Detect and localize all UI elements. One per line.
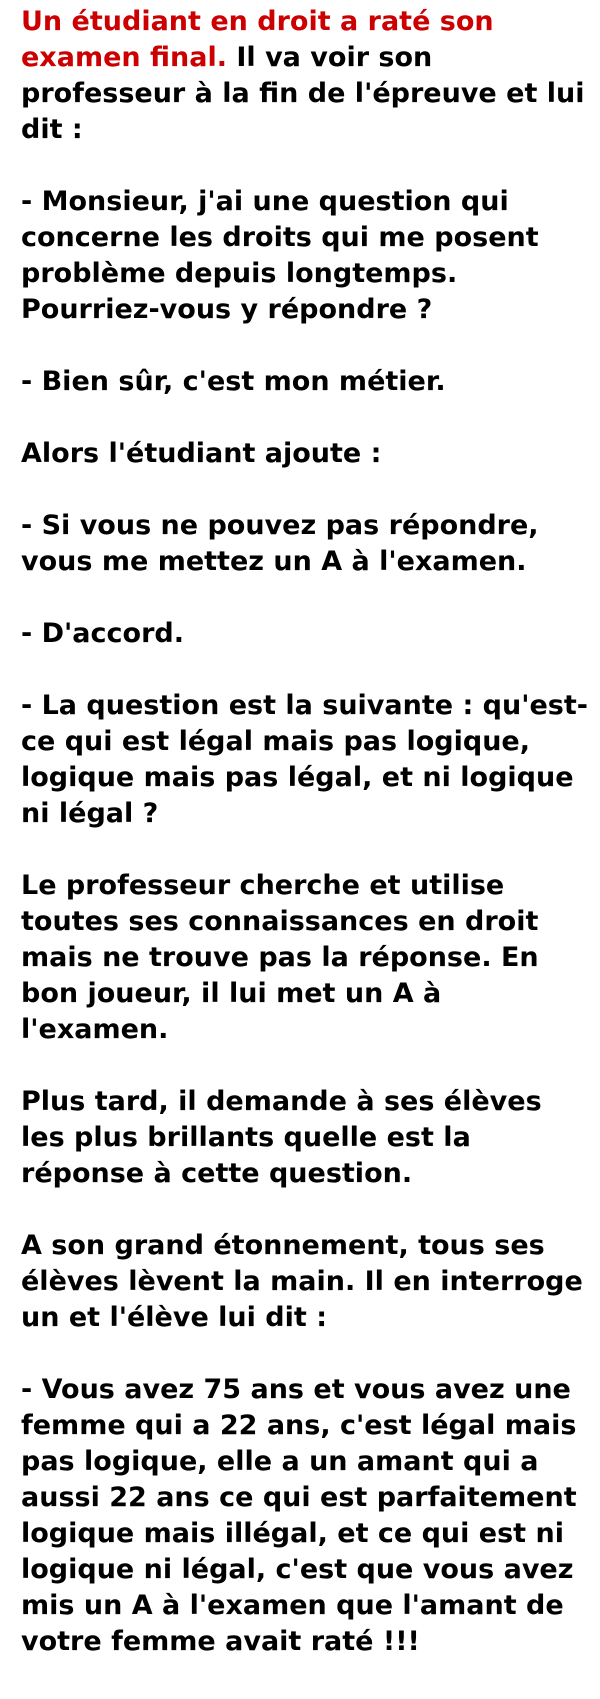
paragraph-4: - Si vous ne pouvez pas répondre, vous me mettez un A à l'examen. (21, 510, 539, 577)
paragraph-3: Alors l'étudiant ajoute : (21, 438, 382, 469)
headline: Un étudiant en droit a raté son examen final. (21, 6, 494, 73)
paragraph-2: - Bien sûr, c'est mon métier. (21, 366, 446, 397)
paragraph-1: - Monsieur, j'ai une question qui concerne les droits qui me posent problème depuis longtemps. Pourriez-vous y répondre ? (21, 186, 539, 325)
opening-paragraph (21, 4, 590, 148)
paragraph-5: - D'accord. (21, 618, 184, 649)
paragraph-8: Plus tard, il demande à ses élèves les plus brillants quelle est la réponse à cette question. (21, 1086, 542, 1189)
paragraph-7: Le professeur cherche et utilise toutes ses connaissances en droit mais ne trouve pas la réponse. En bon joueur, il lui met un A à l'examen. (21, 870, 539, 1045)
paragraph-10: - Vous avez 75 ans et vous avez une femme qui a 22 ans, c'est légal mais pas logique, elle a un amant qui a aussi 22 ans ce qui est parfaitement logique mais illégal, et ce qui est ni logique ni légal, c'est que vous avez mis un A à l'examen que l'amant de votre femme avait raté !!! (21, 1374, 577, 1657)
intro-text: Il va voir son professeur à la fin de l'épreuve et lui dit : (21, 42, 585, 145)
paragraph-6: - La question est la suivante : qu'est-ce qui est légal mais pas logique, logique mais pas légal, et ni logique ni légal ? (21, 690, 588, 829)
paragraph-9: A son grand étonnement, tous ses élèves lèvent la main. Il en interroge un et l'élève lui dit : (21, 1230, 583, 1333)
